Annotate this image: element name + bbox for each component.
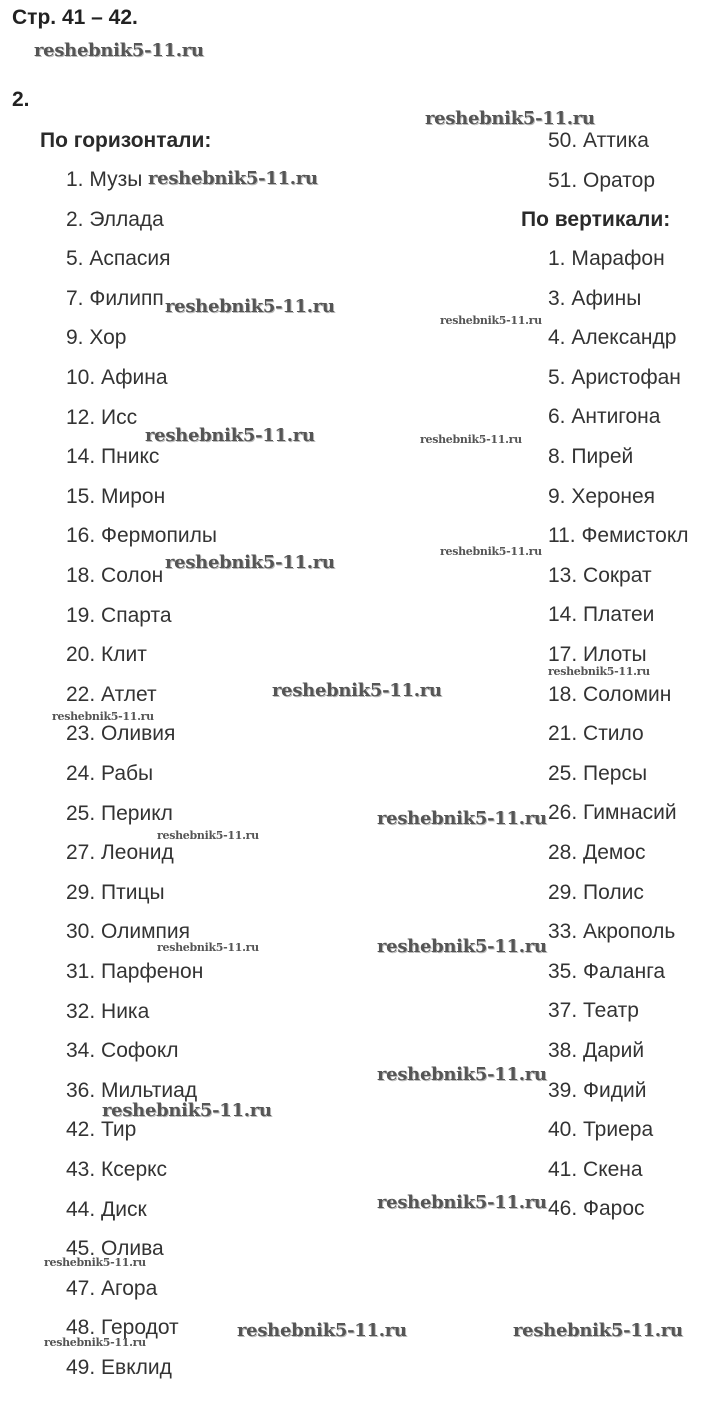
watermark: reshebnik5-11.ru bbox=[377, 1064, 547, 1085]
across-answer-item: 14. Пникс bbox=[66, 445, 160, 469]
across-answer-item: 48. Геродот bbox=[66, 1316, 179, 1340]
watermark: reshebnik5-11.ru bbox=[377, 1192, 547, 1213]
down-answer-item: 5. Аристофан bbox=[548, 365, 681, 389]
task-number: 2. bbox=[12, 88, 30, 111]
down-answer-item: 3. Афины bbox=[548, 286, 642, 310]
down-answer-item: 13. Сократ bbox=[548, 563, 652, 587]
watermark: reshebnik5-11.ru bbox=[157, 941, 259, 954]
across-answer-item: 16. Фермопилы bbox=[66, 524, 217, 548]
watermark: reshebnik5-11.ru bbox=[237, 1320, 407, 1341]
across-answer-item: 15. Мирон bbox=[66, 484, 166, 508]
watermark: reshebnik5-11.ru bbox=[440, 545, 542, 558]
down-answer-item: 38. Дарий bbox=[548, 1039, 645, 1062]
across-answer-item: 10. Афина bbox=[66, 366, 168, 389]
across-answer-item: 36. Мильтиад bbox=[66, 1078, 198, 1102]
across-answer-item: 29. Птицы bbox=[66, 880, 165, 904]
across-answer-item: 34. Софокл bbox=[66, 1039, 179, 1063]
down-answer-item: 6. Антигона bbox=[548, 405, 661, 429]
down-answer-item: 37. Театр bbox=[548, 999, 639, 1023]
down-answer-item: 28. Демос bbox=[548, 841, 646, 864]
down-answer-item: 9. Херонея bbox=[548, 484, 656, 508]
down-answer-item: 4. Александр bbox=[548, 326, 677, 350]
watermark: reshebnik5-11.ru bbox=[145, 425, 315, 446]
watermark: reshebnik5-11.ru bbox=[272, 680, 442, 701]
down-answer-item: 17. Илоты bbox=[548, 643, 647, 666]
across-answer-item: 43. Ксеркс bbox=[66, 1158, 168, 1181]
across-answer-item: 1. Музы bbox=[66, 168, 143, 191]
watermark: reshebnik5-11.ru bbox=[377, 808, 547, 829]
across-answer-item: 47. Агора bbox=[66, 1276, 158, 1300]
down-answer-item: 39. Фидий bbox=[548, 1078, 647, 1102]
down-answer-item: 25. Персы bbox=[548, 761, 648, 785]
across-answer-item: 49. Евклид bbox=[66, 1356, 172, 1379]
across-answer-item: 30. Олимпия bbox=[66, 920, 191, 944]
across-answer-item: 32. Ника bbox=[66, 999, 150, 1023]
across-answer-item: 31. Парфенон bbox=[66, 960, 204, 983]
across-answer-item: 44. Диск bbox=[66, 1197, 147, 1221]
down-answer-item: 21. Стило bbox=[548, 722, 644, 746]
across-answer-item: 7. Филипп bbox=[66, 286, 164, 310]
across-answer-item: 27. Леонид bbox=[66, 841, 174, 865]
across-answer-item: 12. Исс bbox=[66, 405, 138, 429]
down-answer-item: 40. Триера bbox=[548, 1118, 654, 1142]
across-answer-item: 24. Рабы bbox=[66, 762, 154, 785]
across-answer-item: 23. Оливия bbox=[66, 722, 176, 746]
across-answer-item: 19. Спарта bbox=[66, 603, 172, 627]
down-answer-item: 33. Акрополь bbox=[548, 920, 676, 944]
watermark: reshebnik5-11.ru bbox=[548, 665, 650, 678]
watermark: reshebnik5-11.ru bbox=[52, 710, 154, 723]
watermark: reshebnik5-11.ru bbox=[165, 552, 335, 573]
across-answer-item: 42. Тир bbox=[66, 1118, 137, 1142]
down-answer-item: 46. Фарос bbox=[548, 1197, 645, 1221]
watermark: reshebnik5-11.ru bbox=[44, 1336, 146, 1349]
down-answer-item: 1. Марафон bbox=[548, 247, 665, 270]
watermark: reshebnik5-11.ru bbox=[102, 1100, 272, 1121]
watermark: reshebnik5-11.ru bbox=[44, 1256, 146, 1269]
watermark: reshebnik5-11.ru bbox=[157, 829, 259, 842]
down-answer-item: 18. Соломин bbox=[548, 682, 672, 706]
down-answer-item: 26. Гимнасий bbox=[548, 801, 677, 825]
across-answer-item: 45. Олива bbox=[66, 1237, 164, 1261]
across-answer-item: 25. Перикл bbox=[66, 801, 173, 825]
page-title: Стр. 41 – 42. bbox=[12, 6, 138, 29]
across-answer-item: 9. Хор bbox=[66, 326, 127, 350]
watermark: reshebnik5-11.ru bbox=[148, 168, 318, 189]
down-answer-item: 29. Полис bbox=[548, 880, 644, 904]
across-answer-item: 2. Эллада bbox=[66, 207, 164, 231]
across-answer-item: 50. Аттика bbox=[548, 129, 649, 152]
across-answer-item: 18. Солон bbox=[66, 564, 164, 587]
watermark: reshebnik5-11.ru bbox=[420, 433, 522, 446]
down-answer-item: 8. Пирей bbox=[548, 445, 634, 468]
watermark: reshebnik5-11.ru bbox=[513, 1320, 683, 1341]
watermark: reshebnik5-11.ru bbox=[34, 40, 204, 61]
across-answer-item: 51. Оратор bbox=[548, 168, 655, 192]
watermark: reshebnik5-11.ru bbox=[440, 314, 542, 327]
across-answer-item: 20. Клит bbox=[66, 643, 147, 667]
down-answer-item: 41. Скена bbox=[548, 1157, 643, 1181]
down-heading: По вертикали: bbox=[521, 208, 671, 231]
down-answer-item: 35. Фаланга bbox=[548, 959, 666, 983]
across-answer-item: 5. Аспасия bbox=[66, 247, 171, 271]
watermark: reshebnik5-11.ru bbox=[377, 936, 547, 957]
down-answer-item: 11. Фемистокл bbox=[548, 524, 689, 548]
watermark: reshebnik5-11.ru bbox=[165, 296, 335, 317]
down-answer-item: 14. Платеи bbox=[548, 603, 655, 627]
across-heading: По горизонтали: bbox=[40, 129, 212, 152]
across-answer-item: 22. Атлет bbox=[66, 682, 157, 706]
watermark: reshebnik5-11.ru bbox=[425, 108, 595, 129]
